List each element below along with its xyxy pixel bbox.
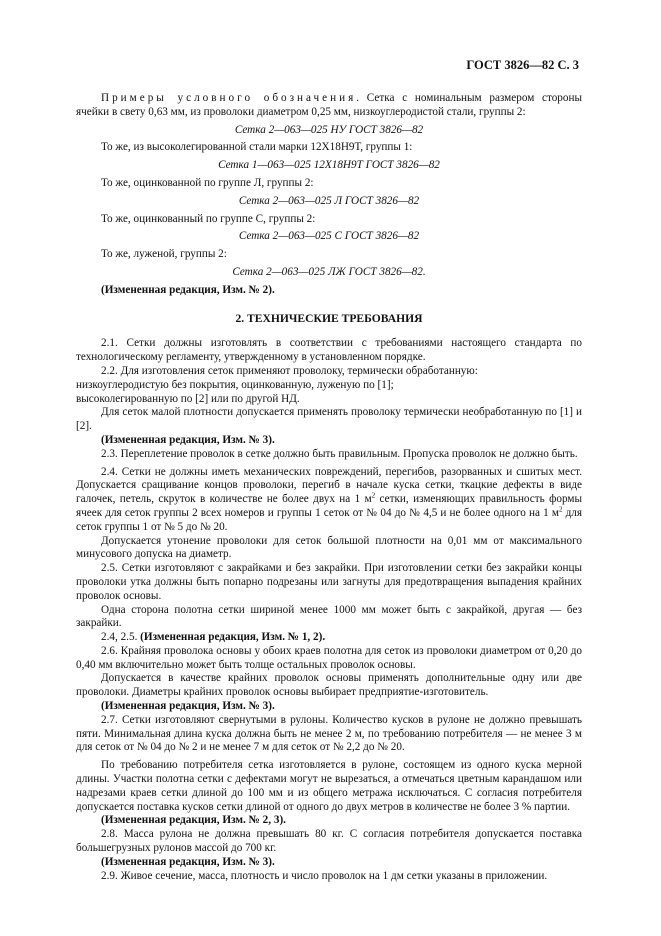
paragraph-2-4-text: для сеток группы 1 от № 5 до № 20. [76,506,582,533]
paragraph-2-5-note: Одна сторона полотна сетки шириной менее 1000 мм может быть с закрайкой, другая — без закрайки. [76,603,582,630]
paragraph-2-4-note: Допускается утонение проволоки для сеток большой плотности на 0,01 мм от максимального минусового допуска на диаметр. [76,534,582,561]
document-body [76,92,582,883]
examples-intro [76,92,582,120]
paragraph-2-2-item-1: низкоуглеродистую без покрытия, оцинкованную, луженую по [1]; [76,378,394,391]
designation-example-1: Сетка 2—063—025 НУ ГОСТ 3826—82 [234,123,424,136]
example-caption-2: То же, из высоколегированной стали марки 12Х18Н9Т, группы 1: [101,141,413,154]
paragraph-2-2-item-2: высоколегированную по [2] или по другой НД. [76,392,300,405]
paragraph-2-3: 2.3. Переплетение проволок в сетке должно быть правильным. Пропуска проволок не должно быть. [101,447,578,460]
section-heading: 2. ТЕХНИЧЕСКИЕ ТРЕБОВАНИЯ [235,311,423,325]
designation-example-5: Сетка 2—063—025 ЛЖ ГОСТ 3826—82. [232,265,426,278]
paragraph-2-4 [76,466,582,535]
paragraph-2-9: 2.9. Живое сечение, масса, плотность и число проволок на 1 дм сетки указаны в приложении. [101,869,548,882]
paragraph-2-4-text: сетки, изменяющих правильность формы ячеек для сеток группы 2 всех номеров и группы 1 сеток от № 04 до № 4,5 и не более одного на 1 м [76,493,582,519]
revision-note [76,631,582,645]
designation-example-2: Сетка 1—063—025 12Х18Н9Т ГОСТ 3826—82 [218,159,440,172]
paragraph-2-7: 2.7. Сетки изготовляют свернутыми в рулоны. Количество кусков в рулоне не должно превышать пяти. Минимальная длина куска должна быть не менее 2 м, по требованию потребителя — не менее 3 м для сеток от № 04 до № 2 и не менее 7 м для сеток от № 2,2 до № 20. [76,713,582,754]
superscript: 2 [371,491,376,500]
revision-note: (Измененная редакция, Изм. № 3). [101,855,275,868]
example-caption-3: То же, оцинкованной по группе Л, группы 2: [101,176,314,189]
revision-note-text: (Измененная редакция, Изм. № 1, 2). [140,631,326,644]
revision-note: (Измененная редакция, Изм. № 2, 3). [101,814,286,827]
superscript: 2 [558,505,563,514]
paragraph-2-7-note: По требованию потребителя сетка изготовляется в рулоне, состоящем из одного куска мерной длины. Участки полотна сетки с дефектами могут не вырезаться, а отмечаться цветным карандашом или надрезами краев сетки длиной до 100 мм и из общего метража исключаться. С согласия потребителя допускается поставка кусков сетки длиной от одного до двух метров в количестве не более 3 % партии. [76,759,582,813]
paragraph-2-4-text: 2.4. Сетки не должны иметь механических повреждений, перегибов, разорванных и сшитых мест. Допускается сращивание концов проволоки, перегиб в начале куска сетки, ткацкие дефекты в виде галочек, петель, скруток в количестве не более двух на 1 м [76,465,582,506]
paragraph-2-2-note: Для сеток малой плотности допускается применять проволоку термически необработанную по [1] и [2]. [76,406,582,433]
examples-intro-label: Примеры условного обозначения [101,92,357,104]
examples-intro-text: . Сетка с номинальным размером стороны ячейки в свету 0,63 мм, из проволоки диаметром 0,25 мм, низкоуглеродистой стали, группы 2: [76,92,582,118]
revision-note: (Измененная редакция, Изм. № 3). [101,433,275,446]
example-caption-5: То же, луженой, группы 2: [101,248,227,261]
revision-note-numbers: 2.4, 2.5. [101,631,141,644]
paragraph-2-6: 2.6. Крайняя проволока основы у обоих краев полотна для сеток из проволоки диаметром от 0,20 до 0,40 мм включительно может быть толще остальных проволок основы. [76,644,582,671]
revision-note: (Измененная редакция, Изм. № 2). [101,283,275,296]
page-header: ГОСТ 3826—82 С. 3 [466,58,579,72]
paragraph-2-8: 2.8. Масса рулона не должна превышать 80 кг. С согласия потребителя допускается поставка большегрузных рулонов массой до 700 кг. [76,828,582,855]
revision-note: (Измененная редакция, Изм. № 3). [101,700,275,713]
designation-example-3: Сетка 2—063—025 Л ГОСТ 3826—82 [238,194,420,207]
example-caption-4: То же, оцинкованный по группе С, группы 2: [101,212,316,225]
paragraph-2-2: 2.2. Для изготовления сеток применяют проволоку, термически обработанную: [101,364,478,377]
designation-example-4: Сетка 2—063—025 С ГОСТ 3826—82 [238,230,420,243]
paragraph-2-5: 2.5. Сетки изготовляют с закрайками и без закрайки. При изготовлении сетки без закрайки концы проволоки утка должны быть попарно подрезаны или загнуты для предотвращения выпадения крайних проволок основы. [76,562,582,602]
paragraph-2-1: 2.1. Сетки должны изготовлять в соответствии с требованиями настоящего стандарта по технологическому регламенту, утвержденному в установленном порядке. [76,337,582,364]
paragraph-2-6-note: Допускается в качестве крайних проволок основы применять дополнительные одну или две проволоки. Диаметры крайних проволок основы выбирает предприятие-изготовитель. [76,672,582,699]
